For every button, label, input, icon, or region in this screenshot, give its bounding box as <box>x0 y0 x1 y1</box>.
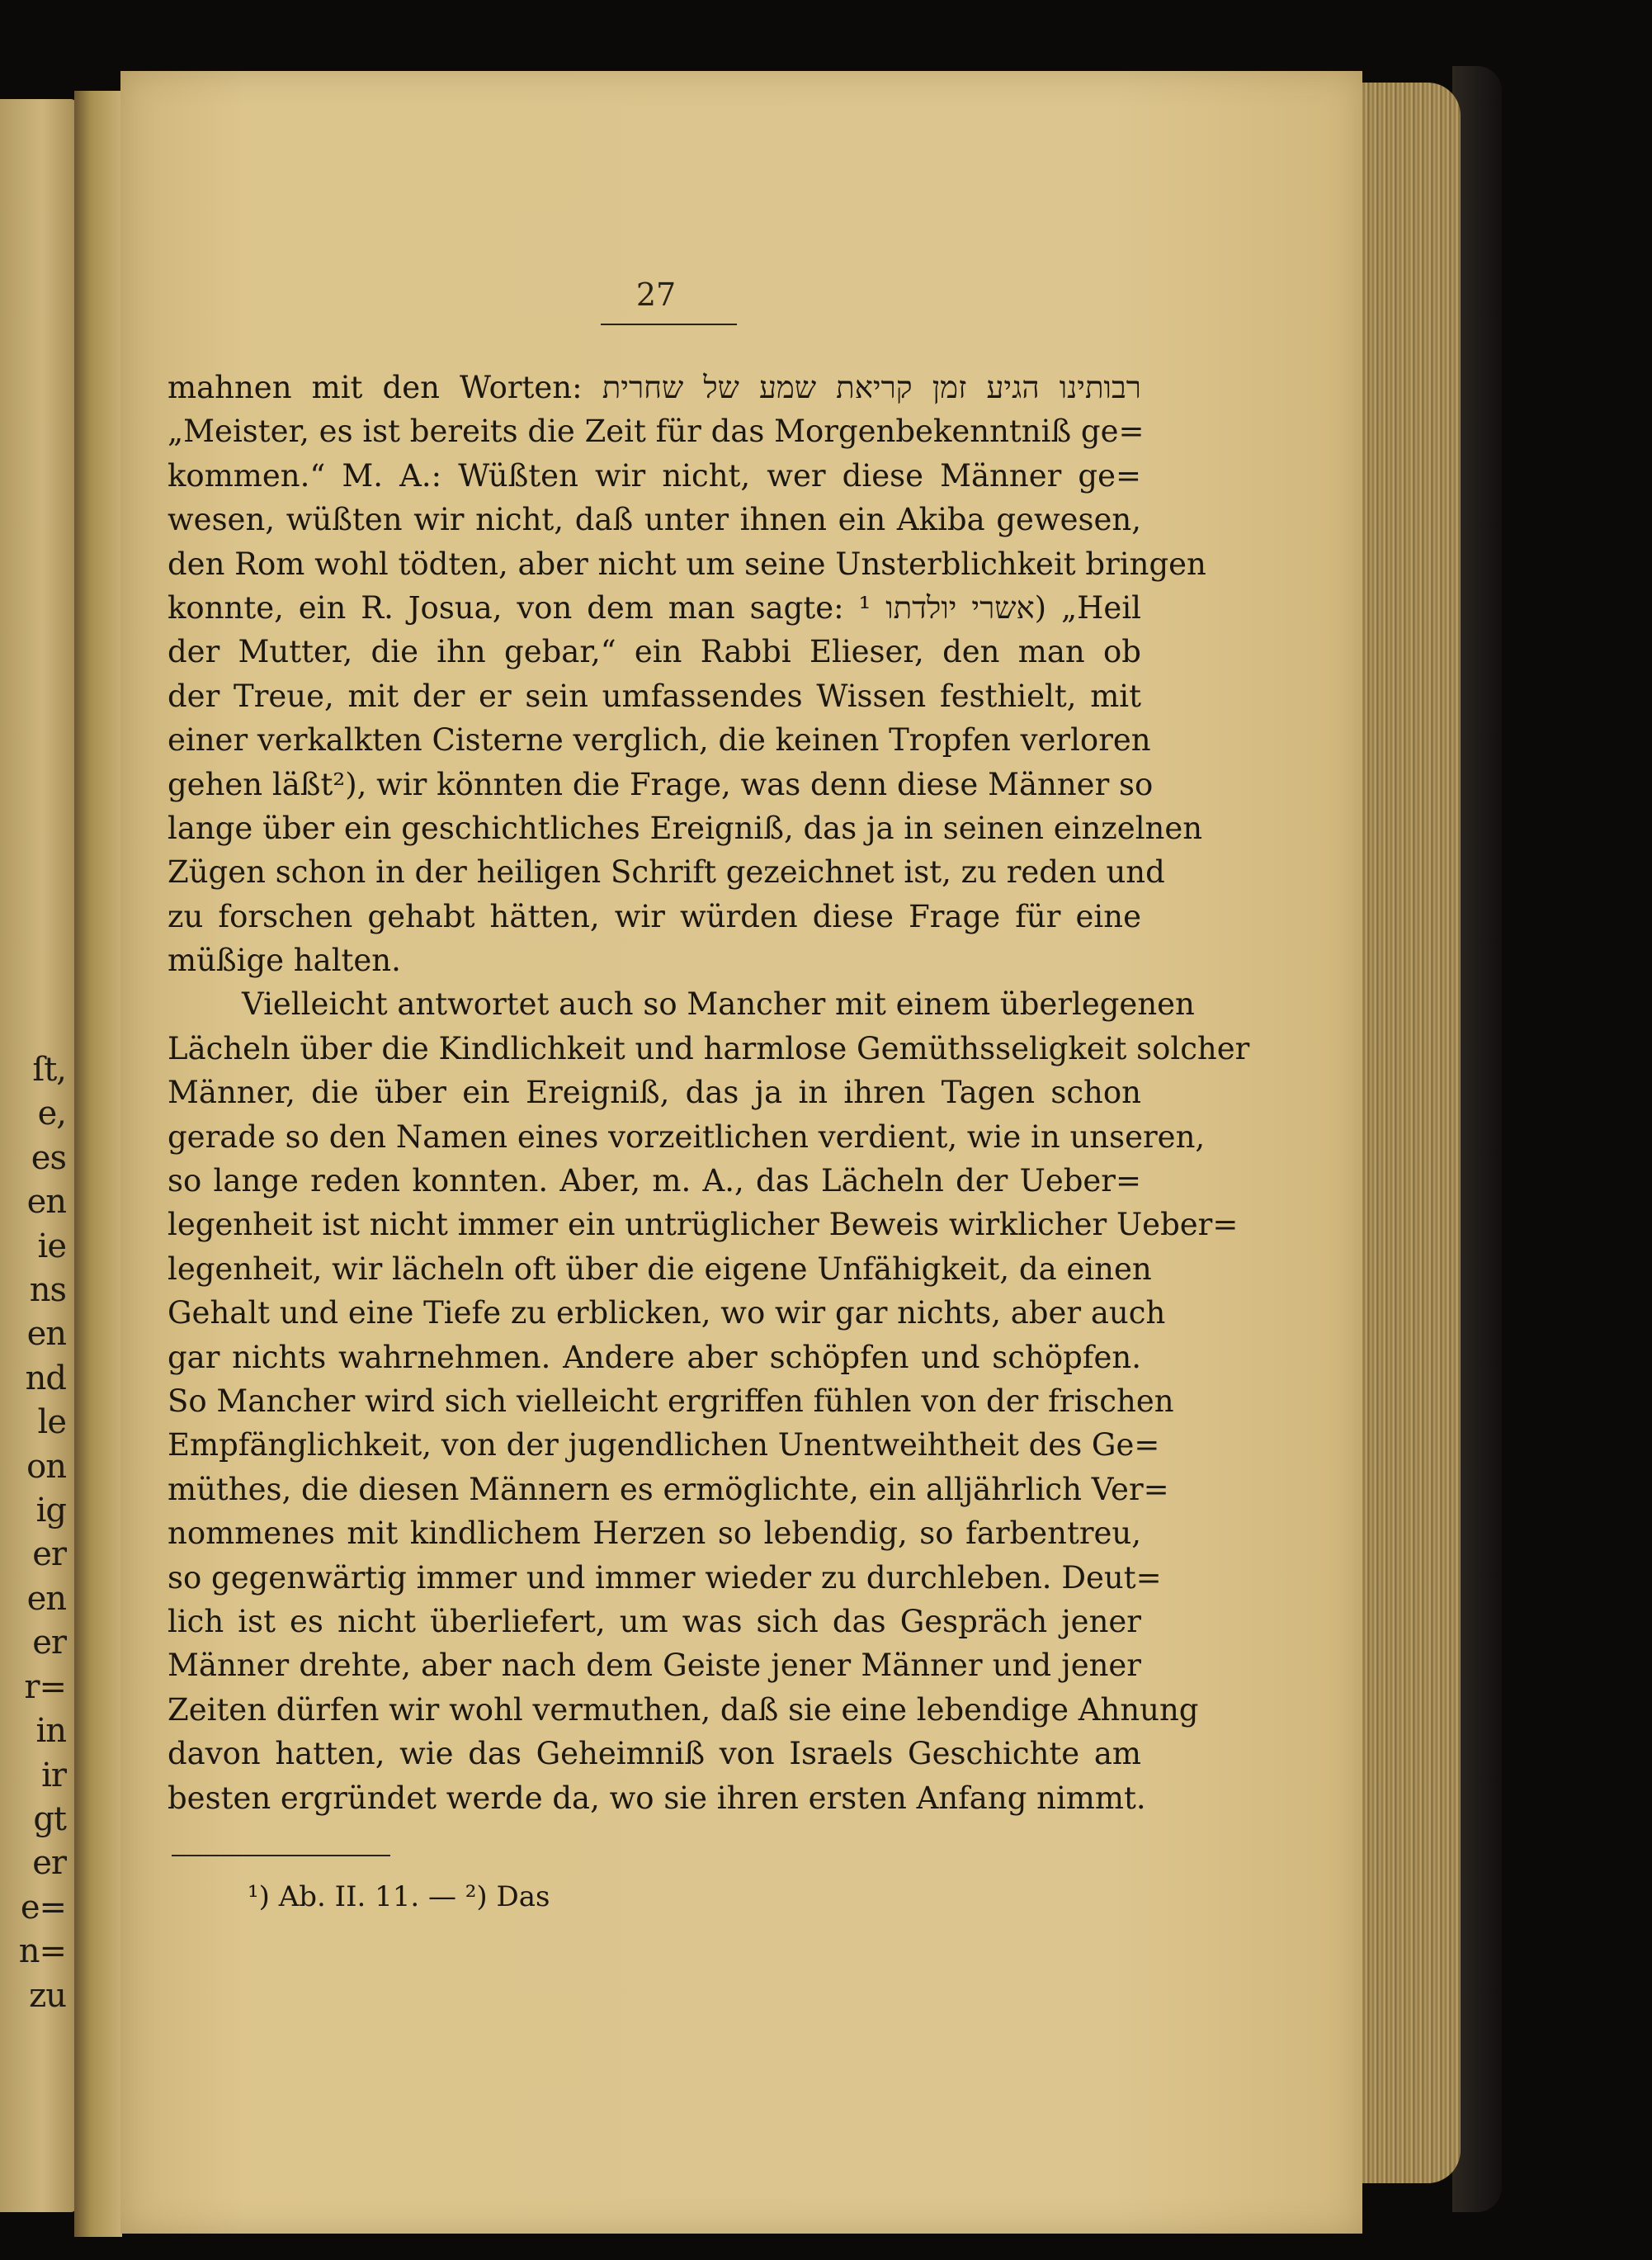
text-line: nommenes mit kindlichem Herzen so lebendig, so farbentreu, <box>168 1515 1141 1552</box>
left-fragment: in <box>35 1712 66 1751</box>
text-line: wesen, wüßten wir nicht, daß unter ihnen ein Akiba gewesen, <box>168 502 1141 538</box>
left-fragment: en <box>26 1315 66 1354</box>
left-fragment: es <box>31 1138 66 1177</box>
left-fragment: ir <box>41 1756 66 1794</box>
text-line: Lächeln über die Kindlichkeit und harmlose Gemüthsseligkeit solcher <box>168 1030 1250 1066</box>
text-line: Zügen schon in der heiligen Schrift gezeichnet ist, zu reden und <box>168 854 1165 891</box>
text-line: „Meister, es ist bereits die Zeit für das Morgenbekenntniß ge= <box>168 414 1145 450</box>
page-fore-edge <box>1362 83 1461 2183</box>
left-fragment: ie <box>37 1227 66 1265</box>
left-fragment: r= <box>24 1667 66 1706</box>
text-line: so lange reden konnten. Aber, m. A., das Lächeln der Ueber= <box>168 1163 1141 1199</box>
left-fragment: en <box>26 1183 66 1222</box>
footnote: ¹) Ab. II. 11. — ²) Das <box>248 1880 550 1913</box>
text-line: konnte, ein R. Josua, von dem man sagte: אשרי יולדתו ¹) „Heil <box>168 589 1141 626</box>
text-line: besten ergründet werde da, wo sie ihren ersten Anfang nimmt. <box>168 1780 1146 1816</box>
text-line: lich ist es nicht überliefert, um was sich das Gespräch jener <box>168 1603 1141 1639</box>
left-fragment: er <box>32 1844 66 1883</box>
text-line: Zeiten dürfen wir wohl vermuthen, daß sie eine lebendige Ahnung <box>168 1691 1199 1728</box>
text-line: Männer drehte, aber nach dem Geiste jener Männer und jener <box>168 1648 1141 1684</box>
left-fragment: er <box>32 1624 66 1662</box>
text-line: gehen läßt²), wir könnten die Frage, was denn diese Männer so <box>168 766 1154 802</box>
text-line: So Mancher wird sich vielleicht ergriffen fühlen von der frischen <box>168 1383 1174 1419</box>
left-page <box>0 99 76 2212</box>
text-line: zu forschen gehabt hätten, wir würden diese Frage für eine <box>168 898 1141 934</box>
text-line: Männer, die über ein Ereigniß, das ja in ihren Tagen schon <box>168 1075 1141 1111</box>
left-fragment: ns <box>29 1271 66 1310</box>
left-fragment: en <box>26 1579 66 1618</box>
text-line: legenheit ist nicht immer ein untrüglicher Beweis wirklicher Ueber= <box>168 1207 1239 1243</box>
text-line: Vielleicht antwortet auch so Mancher mit einem überlegenen <box>242 986 1195 1023</box>
left-fragment: ig <box>35 1492 66 1530</box>
left-fragment: er <box>32 1535 66 1574</box>
left-fragment: n= <box>18 1932 66 1971</box>
header-rule <box>601 324 737 325</box>
text-line: kommen.“ M. A.: Wüßten wir nicht, wer diese Männer ge= <box>168 457 1141 494</box>
left-fragment: e= <box>20 1888 66 1927</box>
left-fragment: le <box>37 1403 66 1442</box>
text-line: müthes, die diesen Männern es ermöglichte, ein alljährlich Ver= <box>168 1471 1169 1507</box>
text-line: Empfänglichkeit, von der jugendlichen Unentweihtheit des Ge= <box>168 1427 1160 1463</box>
text-line: der Mutter, die ihn gebar,“ ein Rabbi Elieser, den man ob <box>168 634 1141 670</box>
left-fragment: zu <box>29 1976 66 2015</box>
text-line: Gehalt und eine Tiefe zu erblicken, wo wir gar nichts, aber auch <box>168 1295 1166 1331</box>
text-line: den Rom wohl tödten, aber nicht um seine Unsterblichkeit bringen <box>168 546 1206 582</box>
text-line: müßige halten. <box>168 943 401 979</box>
text-line: gar nichts wahrnehmen. Andere aber schöpfen und schöpfen. <box>168 1339 1141 1375</box>
left-fragment: ſt, <box>32 1051 66 1089</box>
text-line: davon hatten, wie das Geheimniß von Israels Geschichte am <box>168 1736 1141 1772</box>
text-line: mahnen mit den Worten: רבותינו הגיע זמן קריאת שמע של שחרית <box>168 370 1141 405</box>
text-line: einer verkalkten Cisterne verglich, die keinen Tropfen verloren <box>168 722 1151 759</box>
left-fragment: gt <box>33 1799 66 1838</box>
page-number: 27 <box>635 277 677 313</box>
text-line: der Treue, mit der er sein umfassendes Wissen festhielt, mit <box>168 678 1141 714</box>
text-line: gerade so den Namen eines vorzeitlichen verdient, wie in unseren, <box>168 1118 1206 1155</box>
book-gutter <box>74 91 122 2237</box>
text-line: legenheit, wir lächeln oft über die eigene Unfähigkeit, da einen <box>168 1251 1152 1287</box>
body-text <box>168 366 1250 1820</box>
text-line: so gegenwärtig immer und immer wieder zu durchleben. Deut= <box>168 1559 1162 1596</box>
footnote-rule <box>172 1855 390 1856</box>
left-page-fragments <box>0 1048 66 2018</box>
left-fragment: on <box>26 1447 66 1486</box>
left-fragment: e, <box>37 1095 66 1133</box>
text-line: lange über ein geschichtliches Ereigniß, das ja in seinen einzelnen <box>168 810 1203 846</box>
left-fragment: nd <box>25 1359 66 1397</box>
